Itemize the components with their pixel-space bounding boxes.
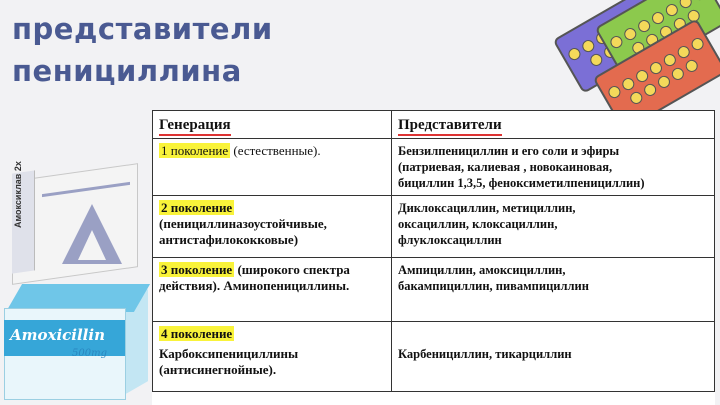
generation-cell [153,196,392,258]
representatives-cell [392,196,715,258]
penicillin-generations-table [152,110,715,405]
representatives-line: (патриевая, калиевая , новокаиновая, [398,160,613,174]
amoxicillin-box-image [0,282,150,405]
table-header-row [153,111,715,139]
title-line-1: представители [12,12,273,46]
generation-label: 1 поколение [161,143,229,158]
generation-note: (естественные). [230,143,321,158]
generation-cell [153,322,392,392]
representatives-line: бициллин 1,3,5, феноксиметилпенициллин) [398,176,645,190]
generation-cell [153,258,392,322]
generation-label: 4 поколение [161,326,233,341]
table-row [153,196,715,258]
representatives-line: Ампициллин, амоксициллин, [398,263,566,277]
amoxiclav-box-brand: Амоксиклав 2х [13,161,23,228]
representatives-line: бакампициллин, пивампициллин [398,279,589,293]
generation-note: Карбоксипенициллины (антисинегнойные). [159,346,299,377]
table-row [153,322,715,392]
representatives-line: Диклоксациллин, метициллин, [398,201,576,215]
title-line-2: пенициллина [12,54,242,88]
table-row [153,258,715,322]
representatives-cell [392,322,715,392]
representatives-cell [392,258,715,322]
representatives-line: Бензилпенициллин и его соли и эфиры [398,144,620,158]
header-representatives: Представители [392,111,715,139]
generation-note: (пенициллиназоустойчивые, антистафилококковые) [159,216,327,247]
amoxicillin-box-dose: 500mg [72,348,107,359]
amoxicillin-box-brand: Amoxicillin [10,326,105,344]
blister-packs-image [550,0,720,125]
representatives-cell [392,139,715,196]
slide-title [12,8,273,92]
amoxiclav-box-image [6,158,144,276]
representatives-line: Карбенициллин, тикарциллин [398,347,572,361]
representatives-line: флуклоксациллин [398,233,502,247]
header-generation: Генерация [153,111,392,139]
generation-cell [153,139,392,196]
generation-note: (широкого спектра действия). Аминопенициллины. [159,262,350,293]
generation-label: 2 поколение [161,200,233,215]
generation-label: 3 поколение [161,262,233,277]
representatives-line: оксациллин, клоксациллин, [398,217,558,231]
table-row [153,139,715,196]
